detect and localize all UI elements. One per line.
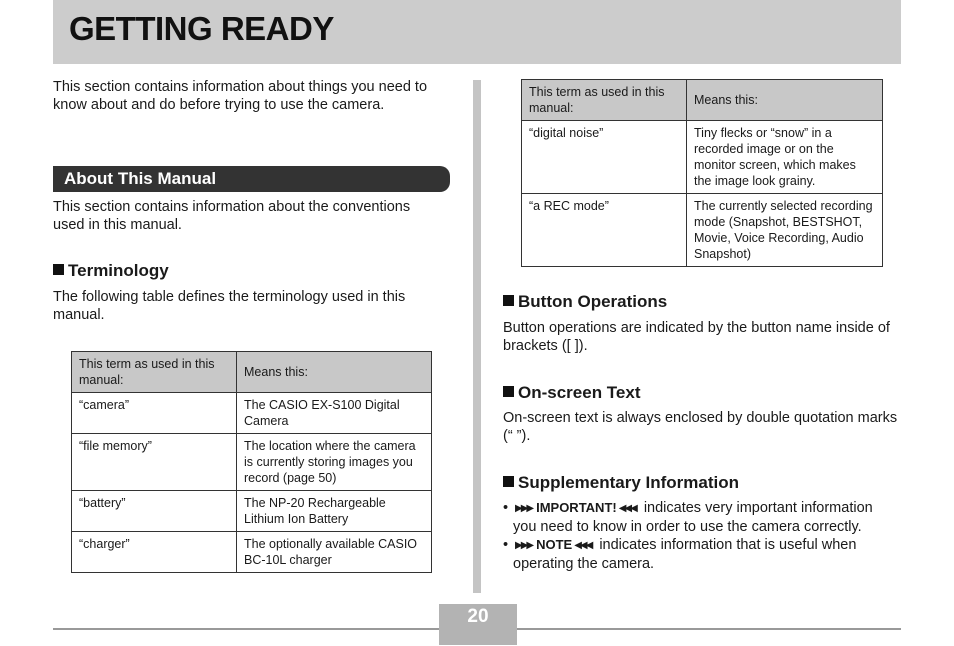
square-bullet-icon: [503, 386, 514, 397]
table-header-meaning: Means this:: [237, 352, 432, 393]
table-cell-meaning: The currently selected recording mode (Snapshot, BESTSHOT, Movie, Voice Recording, Audio Snapshot): [687, 194, 883, 267]
table-row: [72, 434, 432, 491]
onscreen-text-heading: On-screen Text: [503, 383, 901, 403]
right-column: [503, 78, 901, 573]
table-header-term: This term as used in this manual:: [522, 80, 687, 121]
table-cell-meaning: The CASIO EX-S100 Digital Camera: [237, 393, 432, 434]
table-cell-meaning: The location where the camera is currently storing images you record (page 50): [237, 434, 432, 491]
table-cell-term: “charger”: [72, 532, 237, 573]
intro-text: This section contains information about things you need to know about and do before trying to use the camera.: [53, 79, 428, 113]
table-header-row: [522, 80, 883, 121]
page-title: GETTING READY: [69, 10, 334, 47]
list-item: • ▶▶▶ IMPORTANT! ◀◀◀ indicates very important information you need to know in order to use the camera correctly.: [503, 500, 873, 535]
table-cell-term: “camera”: [72, 393, 237, 434]
button-operations-heading: Button Operations: [503, 292, 901, 312]
about-manual-text: This section contains information about the conventions used in this manual.: [53, 199, 411, 233]
table-cell-meaning: The NP-20 Rechargeable Lithium Ion Battery: [237, 491, 432, 532]
table-row: [72, 491, 432, 532]
triple-triangle-left-icon: ◀◀◀: [618, 503, 636, 514]
square-bullet-icon: [53, 264, 64, 275]
table-row: [522, 121, 883, 194]
supplementary-list: [503, 499, 898, 573]
button-operations-text: Button operations are indicated by the button name inside of brackets ([ ]).: [503, 320, 890, 354]
table-cell-term: “battery”: [72, 491, 237, 532]
table-cell-meaning: Tiny flecks or “snow” in a recorded image or on the monitor screen, which makes the image look grainy.: [687, 121, 883, 194]
column-divider: [473, 80, 481, 593]
table-header-term: This term as used in this manual:: [72, 352, 237, 393]
list-item: • ▶▶▶ NOTE ◀◀◀ indicates information that is useful when operating the camera.: [503, 537, 857, 572]
triple-triangle-right-icon: ▶▶▶: [515, 503, 533, 514]
table-cell-term: “file memory”: [72, 434, 237, 491]
important-text: indicates very important information you need to know in order to use the camera correctly.: [513, 500, 873, 535]
square-bullet-icon: [503, 295, 514, 306]
terminology-text: The following table defines the terminology used in this manual.: [53, 289, 406, 323]
note-text: indicates information that is useful when operating the camera.: [513, 537, 857, 572]
important-keyword: IMPORTANT!: [536, 500, 617, 515]
table-header-row: [72, 352, 432, 393]
left-column: [53, 78, 453, 573]
square-bullet-icon: [503, 476, 514, 487]
supplementary-heading: Supplementary Information: [503, 473, 901, 493]
table-header-meaning: Means this:: [687, 80, 883, 121]
about-manual-heading: About This Manual: [53, 166, 450, 192]
page-number: 20: [467, 606, 489, 627]
table-cell-meaning: The optionally available CASIO BC-10L charger: [237, 532, 432, 573]
terminology-table: [71, 351, 432, 573]
terminology-heading: Terminology: [53, 261, 453, 281]
table-cell-term: “a REC mode”: [522, 194, 687, 267]
table-row: [522, 194, 883, 267]
triple-triangle-left-icon: ◀◀◀: [574, 540, 592, 551]
table-row: [72, 532, 432, 573]
note-keyword: NOTE: [536, 537, 573, 552]
triple-triangle-right-icon: ▶▶▶: [515, 540, 533, 551]
table-row: [72, 393, 432, 434]
terminology-table-continued: [521, 79, 883, 267]
onscreen-text-text: On-screen text is always enclosed by double quotation marks (“ ”).: [503, 410, 898, 444]
table-cell-term: “digital noise”: [522, 121, 687, 194]
